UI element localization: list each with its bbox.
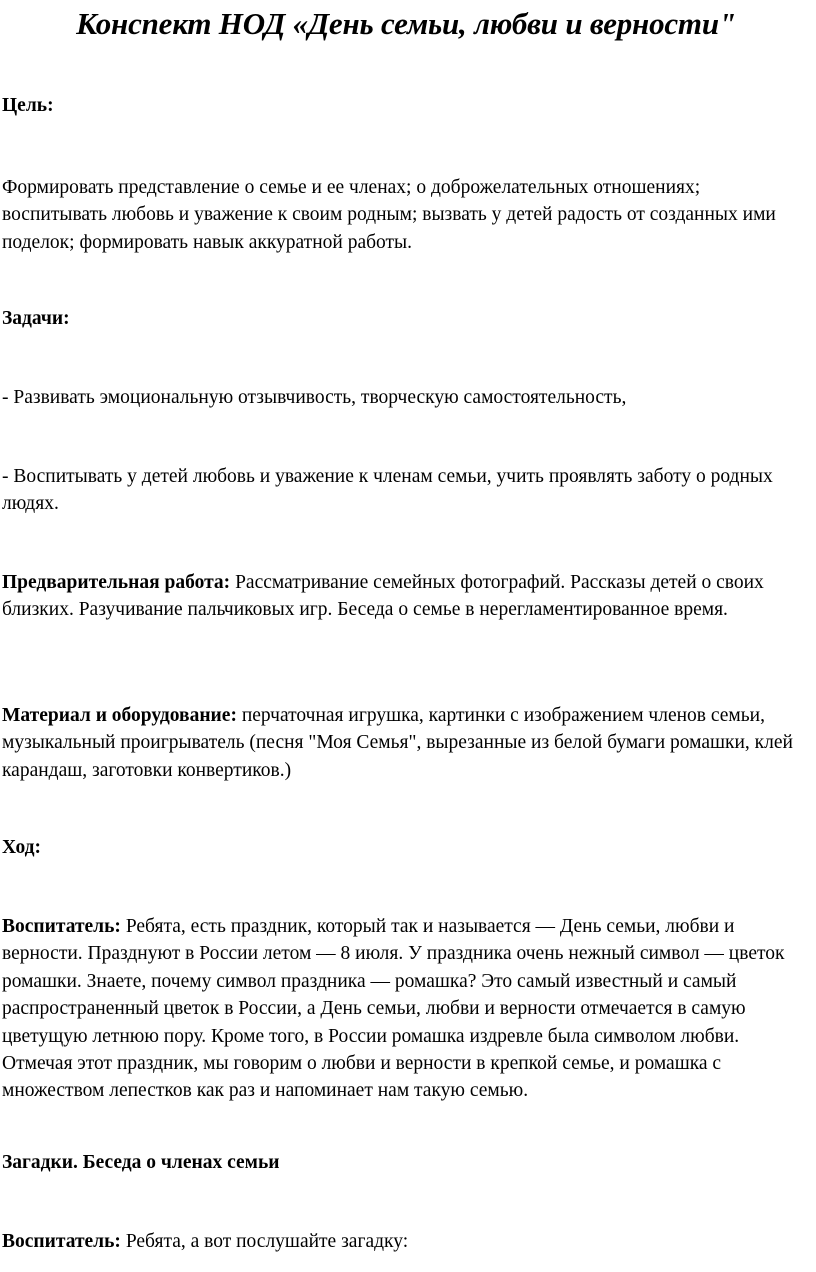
materials-label: Материал и оборудование: bbox=[2, 705, 237, 726]
task-item-1: - Развивать эмоциональную отзывчивость, творческую самостоятельность, bbox=[2, 387, 627, 408]
goal-heading: Цель: bbox=[2, 95, 54, 116]
materials-paragraph bbox=[2, 702, 810, 784]
teacher-riddle-paragraph bbox=[2, 1228, 810, 1255]
preliminary-work-paragraph bbox=[2, 569, 810, 624]
teacher-intro-label: Воспитатель: bbox=[2, 916, 121, 937]
teacher-riddle-label: Воспитатель: bbox=[2, 1231, 121, 1252]
course-heading: Ход: bbox=[2, 837, 42, 858]
materials-text: перчаточная игрушка, картинки с изображением членов семьи, музыкальный проигрыватель (песня "Моя Семья", вырезанные из белой бумаги ромашки, клей карандаш, заготовки конвертиков.) bbox=[2, 705, 793, 781]
preliminary-work-label: Предварительная работа: bbox=[2, 572, 231, 593]
teacher-riddle-text: Ребята, а вот послушайте загадку: bbox=[120, 1231, 409, 1252]
document-title: Конспект НОД «День семьи, любви и верности" bbox=[76, 6, 736, 41]
teacher-intro-paragraph bbox=[2, 913, 810, 1105]
goal-text: Формировать представление о семье и ее членах; о доброжелательных отношениях; воспитывать любовь и уважение к своим родным; вызвать у детей радость от созданных ими поделок; формировать навык аккуратной работы. bbox=[2, 177, 776, 253]
teacher-intro-text: Ребята, есть праздник, который так и называется — День семьи, любви и верности. Празднуют в России летом — 8 июля. У праздника очень нежный символ — цветок ромашки. Знаете, почему символ праздника — ромашка? Это самый известный и самый распространенный цветок в России, а День семьи, любви и верности отмечается в самую цветущую летнюю пору. Кроме того, в России ромашка издревле была символом любви. Отмечая этот праздник, мы говорим о любви и верности в крепкой семье, и ромашка с множеством лепестков как раз и напоминает нам такую семью. bbox=[2, 916, 785, 1102]
preliminary-work-text: Рассматривание семейных фотографий. Рассказы детей о своих близких. Разучивание пальчиковых игр. Беседа о семье в нерегламентированное время. bbox=[2, 572, 764, 621]
task-item-2: - Воспитывать у детей любовь и уважение к членам семьи, учить проявлять заботу о родных людях. bbox=[2, 466, 773, 515]
tasks-heading: Задачи: bbox=[2, 308, 70, 329]
riddles-heading: Загадки. Беседа о членах семьи bbox=[2, 1152, 280, 1173]
